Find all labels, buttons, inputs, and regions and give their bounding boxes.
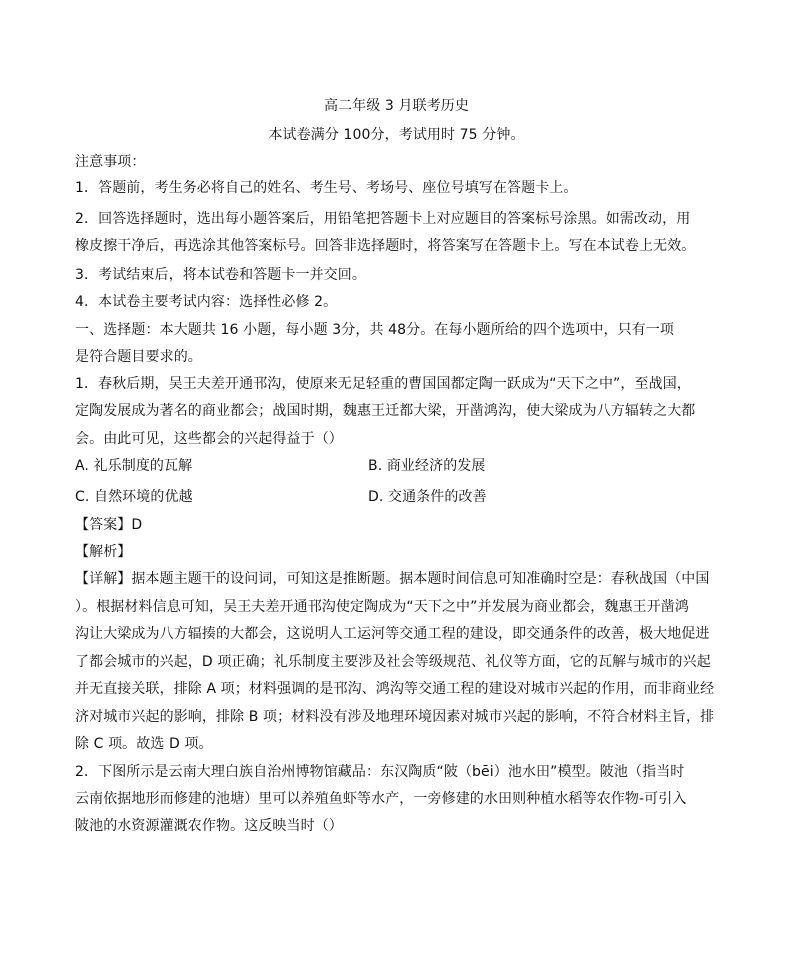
section-heading-line-2: 是符合题目要求的。 xyxy=(75,349,202,365)
q1-answer: 【答案】D xyxy=(75,517,143,533)
q1-stem-line-2: 定陶发展成为著名的商业都会；战国时期，魏惠王迁都大梁，开凿鸿沟，使大梁成为八方辐转之大都 xyxy=(75,403,696,419)
notice-heading: 注意事项： xyxy=(75,154,146,170)
exam-subtitle: 本试卷满分 100分，考试用时 75 分钟。 xyxy=(268,127,525,143)
q1-detail-line-3: 沟让大梁成为八方辐揍的大都会，这说明人工运河等交通工程的建设，即交通条件的改善，极大地促进 xyxy=(75,626,710,642)
q1-option-c: C. 自然环境的优越 xyxy=(75,489,193,505)
notice-item-4: 4．本试卷主要考试内容：选择性必修 2。 xyxy=(75,294,338,310)
q1-option-d: D. 交通条件的改善 xyxy=(368,489,487,505)
q1-option-a: A. 礼乐制度的瓦解 xyxy=(75,458,193,474)
notice-item-3: 3．考试结束后，将本试卷和答题卡一并交回。 xyxy=(75,267,367,283)
notice-item-2-line-2: 橡皮擦干净后，再选涂其他答案标号。回答非选择题时，将答案写在答题卡上。写在本试卷上无效。 xyxy=(75,238,696,254)
q1-detail-line-1: 【详解】据本题主题干的设问词，可知这是推断题。据本题时间信息可知准确时空是：春秋战国（中国 xyxy=(75,571,710,587)
q1-detail-line-7: 除 C 项。故选 D 项。 xyxy=(75,736,213,752)
q1-stem-line-1: 1．春秋后期，吴王夫差开通邗沟，使原来无足轻重的曹国国都定陶一跃成为“天下之中”，至战国， xyxy=(75,376,691,392)
q1-detail-line-6: 济对城市兴起的影响，排除 B 项；材料没有涉及地理环境因素对城市兴起的影响，不符合材料主旨，排 xyxy=(75,709,715,725)
notice-item-2-line-1: 2．回答选择题时，选出每小题答案后，用铅笔把答题卡上对应题目的答案标号涂黑。如需改动，用 xyxy=(75,211,691,227)
q1-detail-line-5: 并无直接关联，排除 A 项；材料强调的是邗沟、鸿沟等交通工程的建设对城市兴起的作用，而非商业经 xyxy=(75,681,715,697)
q1-stem-line-3: 会。由此可见，这些都会的兴起得益于（） xyxy=(75,431,343,447)
q2-stem-line-3: 陂池的水资源灌溉农作物。这反映当时（） xyxy=(75,818,343,834)
q1-detail-line-4: 了都会城市的兴起，D 项正确；礼乐制度主要涉及社会等级规范、礼仪等方面，它的瓦解与城市的兴起 xyxy=(75,654,711,670)
exam-title: 高二年级 3 月联考历史 xyxy=(323,98,469,114)
notice-item-1: 1．答题前，考生务必将自己的姓名、考生号、考场号、座位号填写在答题卡上。 xyxy=(75,180,578,196)
q1-option-b: B. 商业经济的发展 xyxy=(368,458,486,474)
q1-analysis-label: 【解析】 xyxy=(75,544,132,560)
q1-detail-line-2: ）。根据材料信息可知，吴王夫差开通邗沟使定陶成为“天下之中”并发展为商业都会，魏惠王开凿鸿 xyxy=(75,599,690,615)
section-heading-line-1: 一、选择题：本大题共 16 小题，每小题 3分，共 48分。在每小题所给的四个选项中，只有一项 xyxy=(75,322,675,338)
q2-stem-line-1: 2．下图所示是云南大理白族自治州博物馆藏品：东汉陶质“陂（bēi）池水田”模型。陂池（指当时 xyxy=(75,764,685,780)
q2-stem-line-2: 云南依据地形而修建的池塘）里可以养殖鱼虾等水产，一旁修建的水田则种植水稻等农作物-可引入 xyxy=(75,791,687,807)
